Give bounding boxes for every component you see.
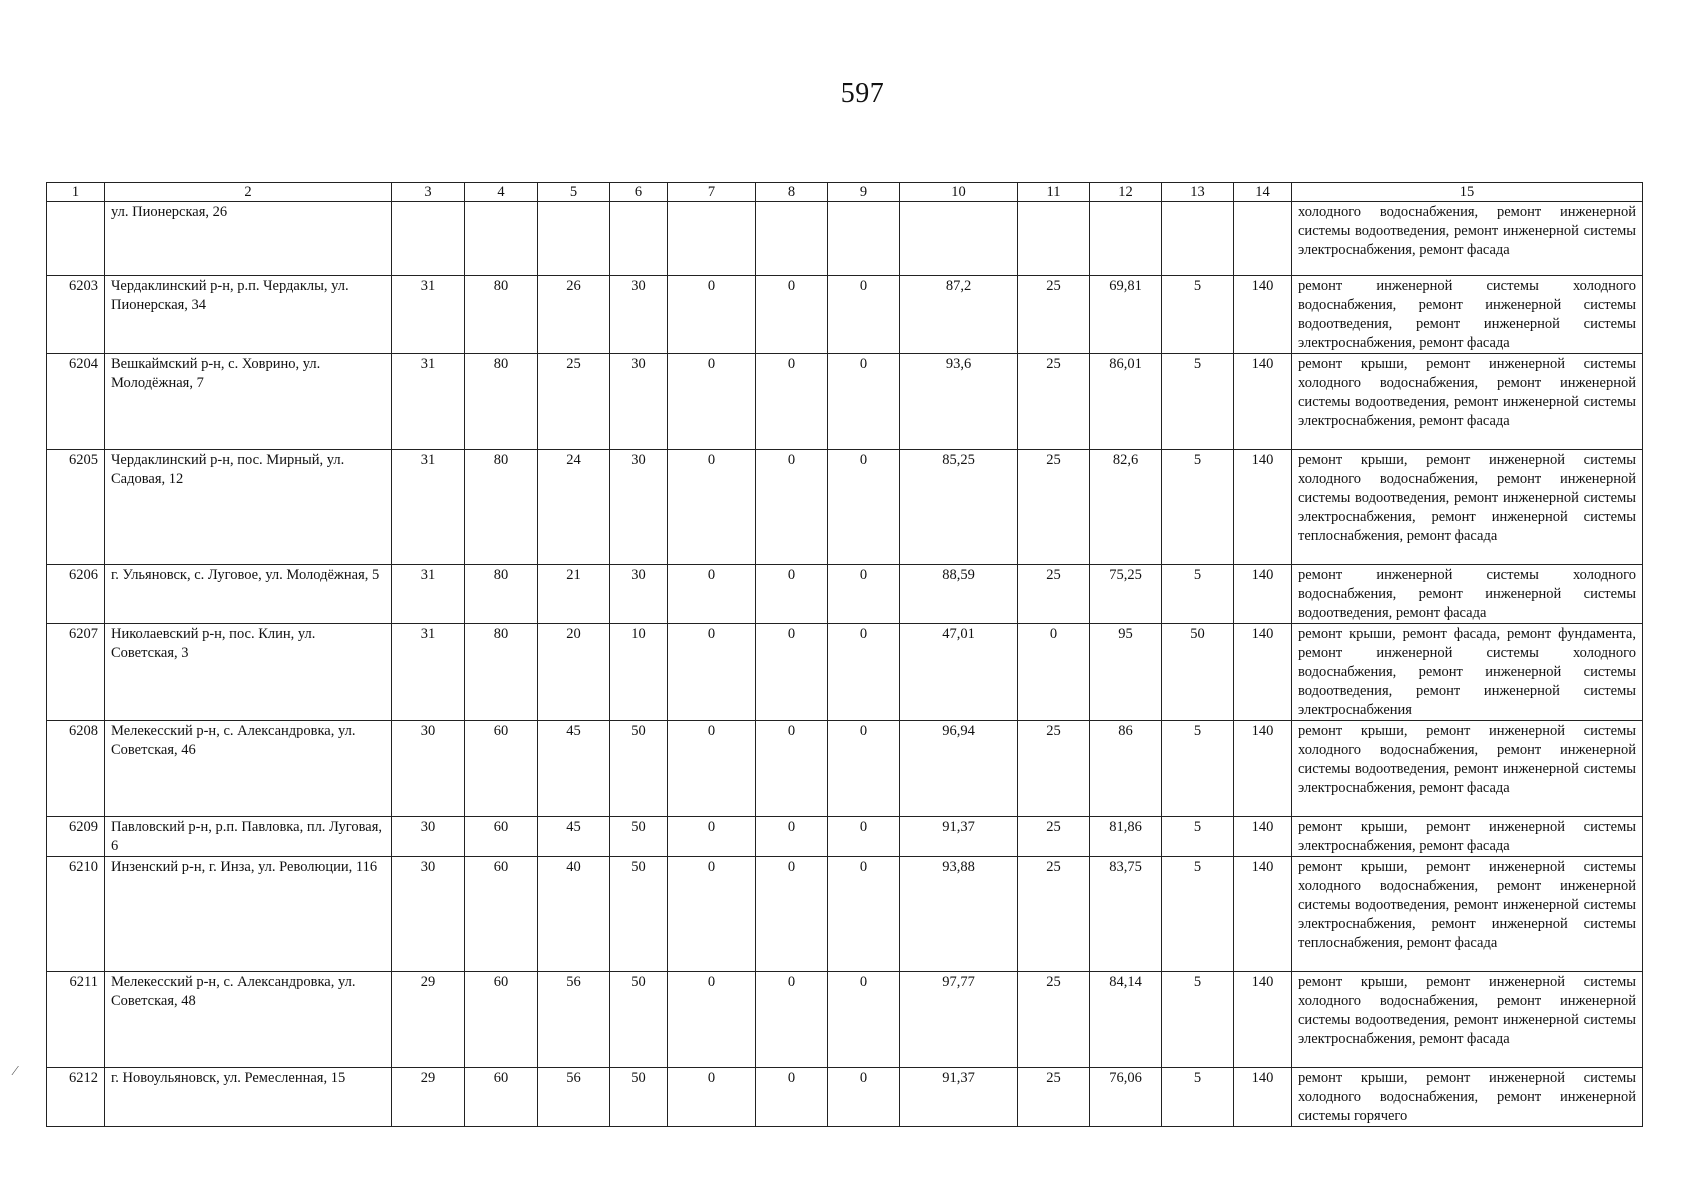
- value-cell-col-3: 31: [392, 354, 465, 450]
- value-cell-col-6: 30: [610, 565, 668, 624]
- value-cell-col-7: 0: [668, 721, 756, 817]
- value-cell-col-8: 0: [756, 565, 828, 624]
- row-number: [47, 202, 105, 276]
- value-cell-col-12: 81,86: [1090, 817, 1162, 857]
- column-header: 10: [900, 183, 1018, 202]
- address-cell: Чердаклинский р-н, пос. Мирный, ул. Садовая, 12: [105, 450, 392, 565]
- value-cell-col-14: 140: [1234, 450, 1292, 565]
- value-cell-col-5: 20: [538, 624, 610, 721]
- value-cell-col-12: 82,6: [1090, 450, 1162, 565]
- table-row: [47, 202, 1643, 276]
- value-cell-col-4: 60: [465, 972, 538, 1068]
- value-cell-col-8: 0: [756, 450, 828, 565]
- repair-works-cell: ремонт крыши, ремонт инженерной системы холодного водоснабжения, ремонт инженерной системы горячего: [1292, 1068, 1643, 1127]
- value-cell-col-4: [465, 202, 538, 276]
- address-cell: Инзенский р-н, г. Инза, ул. Революции, 116: [105, 857, 392, 972]
- value-cell-col-4: 80: [465, 450, 538, 565]
- value-cell-col-10: 47,01: [900, 624, 1018, 721]
- stray-pen-mark: ⁄: [14, 1064, 17, 1079]
- row-number: 6208: [47, 721, 105, 817]
- value-cell-col-9: 0: [828, 565, 900, 624]
- value-cell-col-8: 0: [756, 624, 828, 721]
- value-cell-col-7: 0: [668, 565, 756, 624]
- row-number: 6207: [47, 624, 105, 721]
- repair-works-cell: ремонт инженерной системы холодного водоснабжения, ремонт инженерной системы водоотведения, ремонт инженерной системы электроснабжения, ремонт фасада: [1292, 276, 1643, 354]
- column-header: 1: [47, 183, 105, 202]
- address-cell: Вешкаймский р-н, с. Ховрино, ул. Молодёжная, 7: [105, 354, 392, 450]
- value-cell-col-13: 5: [1162, 354, 1234, 450]
- address-cell: г. Новоульяновск, ул. Ремесленная, 15: [105, 1068, 392, 1127]
- value-cell-col-10: 91,37: [900, 817, 1018, 857]
- value-cell-col-11: 25: [1018, 565, 1090, 624]
- column-header: 8: [756, 183, 828, 202]
- value-cell-col-5: 56: [538, 972, 610, 1068]
- value-cell-col-11: 25: [1018, 354, 1090, 450]
- value-cell-col-3: 29: [392, 1068, 465, 1127]
- table-row: [47, 624, 1643, 721]
- table-row: [47, 354, 1643, 450]
- value-cell-col-6: [610, 202, 668, 276]
- value-cell-col-4: 60: [465, 721, 538, 817]
- repair-works-cell: ремонт крыши, ремонт фасада, ремонт фундамента, ремонт инженерной системы холодного водоснабжения, ремонт инженерной системы водоотведения, ремонт инженерной системы электроснабжения: [1292, 624, 1643, 721]
- value-cell-col-12: [1090, 202, 1162, 276]
- value-cell-col-3: 31: [392, 450, 465, 565]
- value-cell-col-13: 5: [1162, 565, 1234, 624]
- value-cell-col-10: [900, 202, 1018, 276]
- repair-works-cell: ремонт инженерной системы холодного водоснабжения, ремонт инженерной системы водоотведения, ремонт фасада: [1292, 565, 1643, 624]
- table-row: [47, 565, 1643, 624]
- value-cell-col-11: 25: [1018, 721, 1090, 817]
- value-cell-col-13: 5: [1162, 857, 1234, 972]
- repair-works-cell: ремонт крыши, ремонт инженерной системы холодного водоснабжения, ремонт инженерной системы водоотведения, ремонт инженерной системы электроснабжения, ремонт фасада: [1292, 721, 1643, 817]
- row-number: 6212: [47, 1068, 105, 1127]
- value-cell-col-3: 30: [392, 817, 465, 857]
- value-cell-col-12: 83,75: [1090, 857, 1162, 972]
- value-cell-col-11: 25: [1018, 972, 1090, 1068]
- value-cell-col-11: 0: [1018, 624, 1090, 721]
- value-cell-col-9: 0: [828, 817, 900, 857]
- value-cell-col-6: 50: [610, 1068, 668, 1127]
- row-number: 6210: [47, 857, 105, 972]
- value-cell-col-7: 0: [668, 276, 756, 354]
- value-cell-col-6: 50: [610, 817, 668, 857]
- row-number: 6203: [47, 276, 105, 354]
- value-cell-col-14: 140: [1234, 972, 1292, 1068]
- column-number-row: [47, 183, 1643, 202]
- value-cell-col-14: 140: [1234, 817, 1292, 857]
- value-cell-col-7: 0: [668, 450, 756, 565]
- register-body: [47, 202, 1643, 1127]
- value-cell-col-4: 60: [465, 817, 538, 857]
- value-cell-col-5: 25: [538, 354, 610, 450]
- value-cell-col-10: 93,88: [900, 857, 1018, 972]
- table-row: [47, 857, 1643, 972]
- row-number: 6204: [47, 354, 105, 450]
- address-cell: Мелекесский р-н, с. Александровка, ул. Советская, 46: [105, 721, 392, 817]
- value-cell-col-9: 0: [828, 354, 900, 450]
- value-cell-col-10: 85,25: [900, 450, 1018, 565]
- value-cell-col-13: 5: [1162, 721, 1234, 817]
- value-cell-col-13: 5: [1162, 817, 1234, 857]
- column-header: 9: [828, 183, 900, 202]
- value-cell-col-13: [1162, 202, 1234, 276]
- value-cell-col-14: 140: [1234, 721, 1292, 817]
- value-cell-col-8: 0: [756, 354, 828, 450]
- value-cell-col-6: 10: [610, 624, 668, 721]
- value-cell-col-4: 80: [465, 624, 538, 721]
- row-number: 6205: [47, 450, 105, 565]
- value-cell-col-8: 0: [756, 817, 828, 857]
- repair-works-cell: ремонт крыши, ремонт инженерной системы электроснабжения, ремонт фасада: [1292, 817, 1643, 857]
- value-cell-col-11: 25: [1018, 276, 1090, 354]
- address-cell: Николаевский р-н, пос. Клин, ул. Советская, 3: [105, 624, 392, 721]
- value-cell-col-3: 31: [392, 565, 465, 624]
- repair-works-cell: ремонт крыши, ремонт инженерной системы холодного водоснабжения, ремонт инженерной системы водоотведения, ремонт инженерной системы электроснабжения, ремонт инженерной системы теплоснабжения, ремонт фасада: [1292, 857, 1643, 972]
- column-header: 15: [1292, 183, 1643, 202]
- table-row: [47, 972, 1643, 1068]
- value-cell-col-9: 0: [828, 276, 900, 354]
- row-number: 6206: [47, 565, 105, 624]
- value-cell-col-8: [756, 202, 828, 276]
- value-cell-col-6: 50: [610, 721, 668, 817]
- value-cell-col-10: 88,59: [900, 565, 1018, 624]
- value-cell-col-13: 5: [1162, 450, 1234, 565]
- value-cell-col-4: 80: [465, 565, 538, 624]
- table-row: [47, 276, 1643, 354]
- address-cell: г. Ульяновск, с. Луговое, ул. Молодёжная, 5: [105, 565, 392, 624]
- address-cell: Павловский р-н, р.п. Павловка, пл. Луговая, 6: [105, 817, 392, 857]
- value-cell-col-8: 0: [756, 1068, 828, 1127]
- value-cell-col-5: 45: [538, 817, 610, 857]
- value-cell-col-13: 5: [1162, 972, 1234, 1068]
- value-cell-col-5: 40: [538, 857, 610, 972]
- repair-works-cell: холодного водоснабжения, ремонт инженерной системы водоотведения, ремонт инженерной системы электроснабжения, ремонт фасада: [1292, 202, 1643, 276]
- value-cell-col-7: 0: [668, 817, 756, 857]
- value-cell-col-6: 50: [610, 857, 668, 972]
- value-cell-col-3: 31: [392, 276, 465, 354]
- row-number: 6211: [47, 972, 105, 1068]
- value-cell-col-3: 30: [392, 721, 465, 817]
- column-header: 13: [1162, 183, 1234, 202]
- value-cell-col-10: 91,37: [900, 1068, 1018, 1127]
- value-cell-col-3: [392, 202, 465, 276]
- address-cell: Чердаклинский р-н, р.п. Чердаклы, ул. Пионерская, 34: [105, 276, 392, 354]
- value-cell-col-14: [1234, 202, 1292, 276]
- column-header: 11: [1018, 183, 1090, 202]
- value-cell-col-6: 30: [610, 450, 668, 565]
- value-cell-col-13: 50: [1162, 624, 1234, 721]
- value-cell-col-12: 95: [1090, 624, 1162, 721]
- value-cell-col-8: 0: [756, 972, 828, 1068]
- value-cell-col-5: 45: [538, 721, 610, 817]
- value-cell-col-11: 25: [1018, 817, 1090, 857]
- column-header: 4: [465, 183, 538, 202]
- value-cell-col-7: 0: [668, 1068, 756, 1127]
- row-number: 6209: [47, 817, 105, 857]
- value-cell-col-10: 93,6: [900, 354, 1018, 450]
- value-cell-col-7: 0: [668, 354, 756, 450]
- value-cell-col-9: 0: [828, 624, 900, 721]
- column-header: 6: [610, 183, 668, 202]
- value-cell-col-8: 0: [756, 276, 828, 354]
- value-cell-col-12: 86: [1090, 721, 1162, 817]
- value-cell-col-5: [538, 202, 610, 276]
- value-cell-col-3: 31: [392, 624, 465, 721]
- value-cell-col-5: 21: [538, 565, 610, 624]
- repair-works-cell: ремонт крыши, ремонт инженерной системы холодного водоснабжения, ремонт инженерной системы водоотведения, ремонт инженерной системы электроснабжения, ремонт инженерной системы теплоснабжения, ремонт фасада: [1292, 450, 1643, 565]
- value-cell-col-13: 5: [1162, 276, 1234, 354]
- value-cell-col-4: 60: [465, 1068, 538, 1127]
- value-cell-col-5: 24: [538, 450, 610, 565]
- value-cell-col-10: 87,2: [900, 276, 1018, 354]
- value-cell-col-14: 140: [1234, 1068, 1292, 1127]
- address-cell: ул. Пионерская, 26: [105, 202, 392, 276]
- value-cell-col-9: 0: [828, 721, 900, 817]
- column-header: 2: [105, 183, 392, 202]
- value-cell-col-8: 0: [756, 721, 828, 817]
- value-cell-col-14: 140: [1234, 565, 1292, 624]
- value-cell-col-11: 25: [1018, 857, 1090, 972]
- column-header: 12: [1090, 183, 1162, 202]
- value-cell-col-9: 0: [828, 972, 900, 1068]
- value-cell-col-7: 0: [668, 624, 756, 721]
- repair-works-cell: ремонт крыши, ремонт инженерной системы холодного водоснабжения, ремонт инженерной системы водоотведения, ремонт инженерной системы электроснабжения, ремонт фасада: [1292, 972, 1643, 1068]
- table-row: [47, 1068, 1643, 1127]
- value-cell-col-14: 140: [1234, 354, 1292, 450]
- column-header: 5: [538, 183, 610, 202]
- table-row: [47, 721, 1643, 817]
- value-cell-col-8: 0: [756, 857, 828, 972]
- repair-works-cell: ремонт крыши, ремонт инженерной системы холодного водоснабжения, ремонт инженерной системы водоотведения, ремонт инженерной системы электроснабжения, ремонт фасада: [1292, 354, 1643, 450]
- value-cell-col-10: 97,77: [900, 972, 1018, 1068]
- column-header: 7: [668, 183, 756, 202]
- value-cell-col-12: 86,01: [1090, 354, 1162, 450]
- value-cell-col-14: 140: [1234, 624, 1292, 721]
- value-cell-col-9: 0: [828, 450, 900, 565]
- value-cell-col-3: 29: [392, 972, 465, 1068]
- address-cell: Мелекесский р-н, с. Александровка, ул. Советская, 48: [105, 972, 392, 1068]
- repair-register-table: [46, 182, 1643, 1127]
- value-cell-col-13: 5: [1162, 1068, 1234, 1127]
- value-cell-col-14: 140: [1234, 276, 1292, 354]
- value-cell-col-6: 30: [610, 276, 668, 354]
- value-cell-col-3: 30: [392, 857, 465, 972]
- value-cell-col-11: [1018, 202, 1090, 276]
- value-cell-col-4: 80: [465, 276, 538, 354]
- value-cell-col-9: [828, 202, 900, 276]
- value-cell-col-7: 0: [668, 857, 756, 972]
- value-cell-col-11: 25: [1018, 1068, 1090, 1127]
- value-cell-col-12: 69,81: [1090, 276, 1162, 354]
- column-header: 14: [1234, 183, 1292, 202]
- table-row: [47, 450, 1643, 565]
- value-cell-col-6: 50: [610, 972, 668, 1068]
- value-cell-col-6: 30: [610, 354, 668, 450]
- value-cell-col-14: 140: [1234, 857, 1292, 972]
- value-cell-col-4: 80: [465, 354, 538, 450]
- value-cell-col-9: 0: [828, 1068, 900, 1127]
- value-cell-col-12: 76,06: [1090, 1068, 1162, 1127]
- table-row: [47, 817, 1643, 857]
- value-cell-col-12: 75,25: [1090, 565, 1162, 624]
- value-cell-col-5: 26: [538, 276, 610, 354]
- column-header: 3: [392, 183, 465, 202]
- value-cell-col-10: 96,94: [900, 721, 1018, 817]
- value-cell-col-4: 60: [465, 857, 538, 972]
- value-cell-col-7: [668, 202, 756, 276]
- page-number: 597: [840, 78, 885, 109]
- value-cell-col-7: 0: [668, 972, 756, 1068]
- value-cell-col-9: 0: [828, 857, 900, 972]
- value-cell-col-5: 56: [538, 1068, 610, 1127]
- value-cell-col-11: 25: [1018, 450, 1090, 565]
- value-cell-col-12: 84,14: [1090, 972, 1162, 1068]
